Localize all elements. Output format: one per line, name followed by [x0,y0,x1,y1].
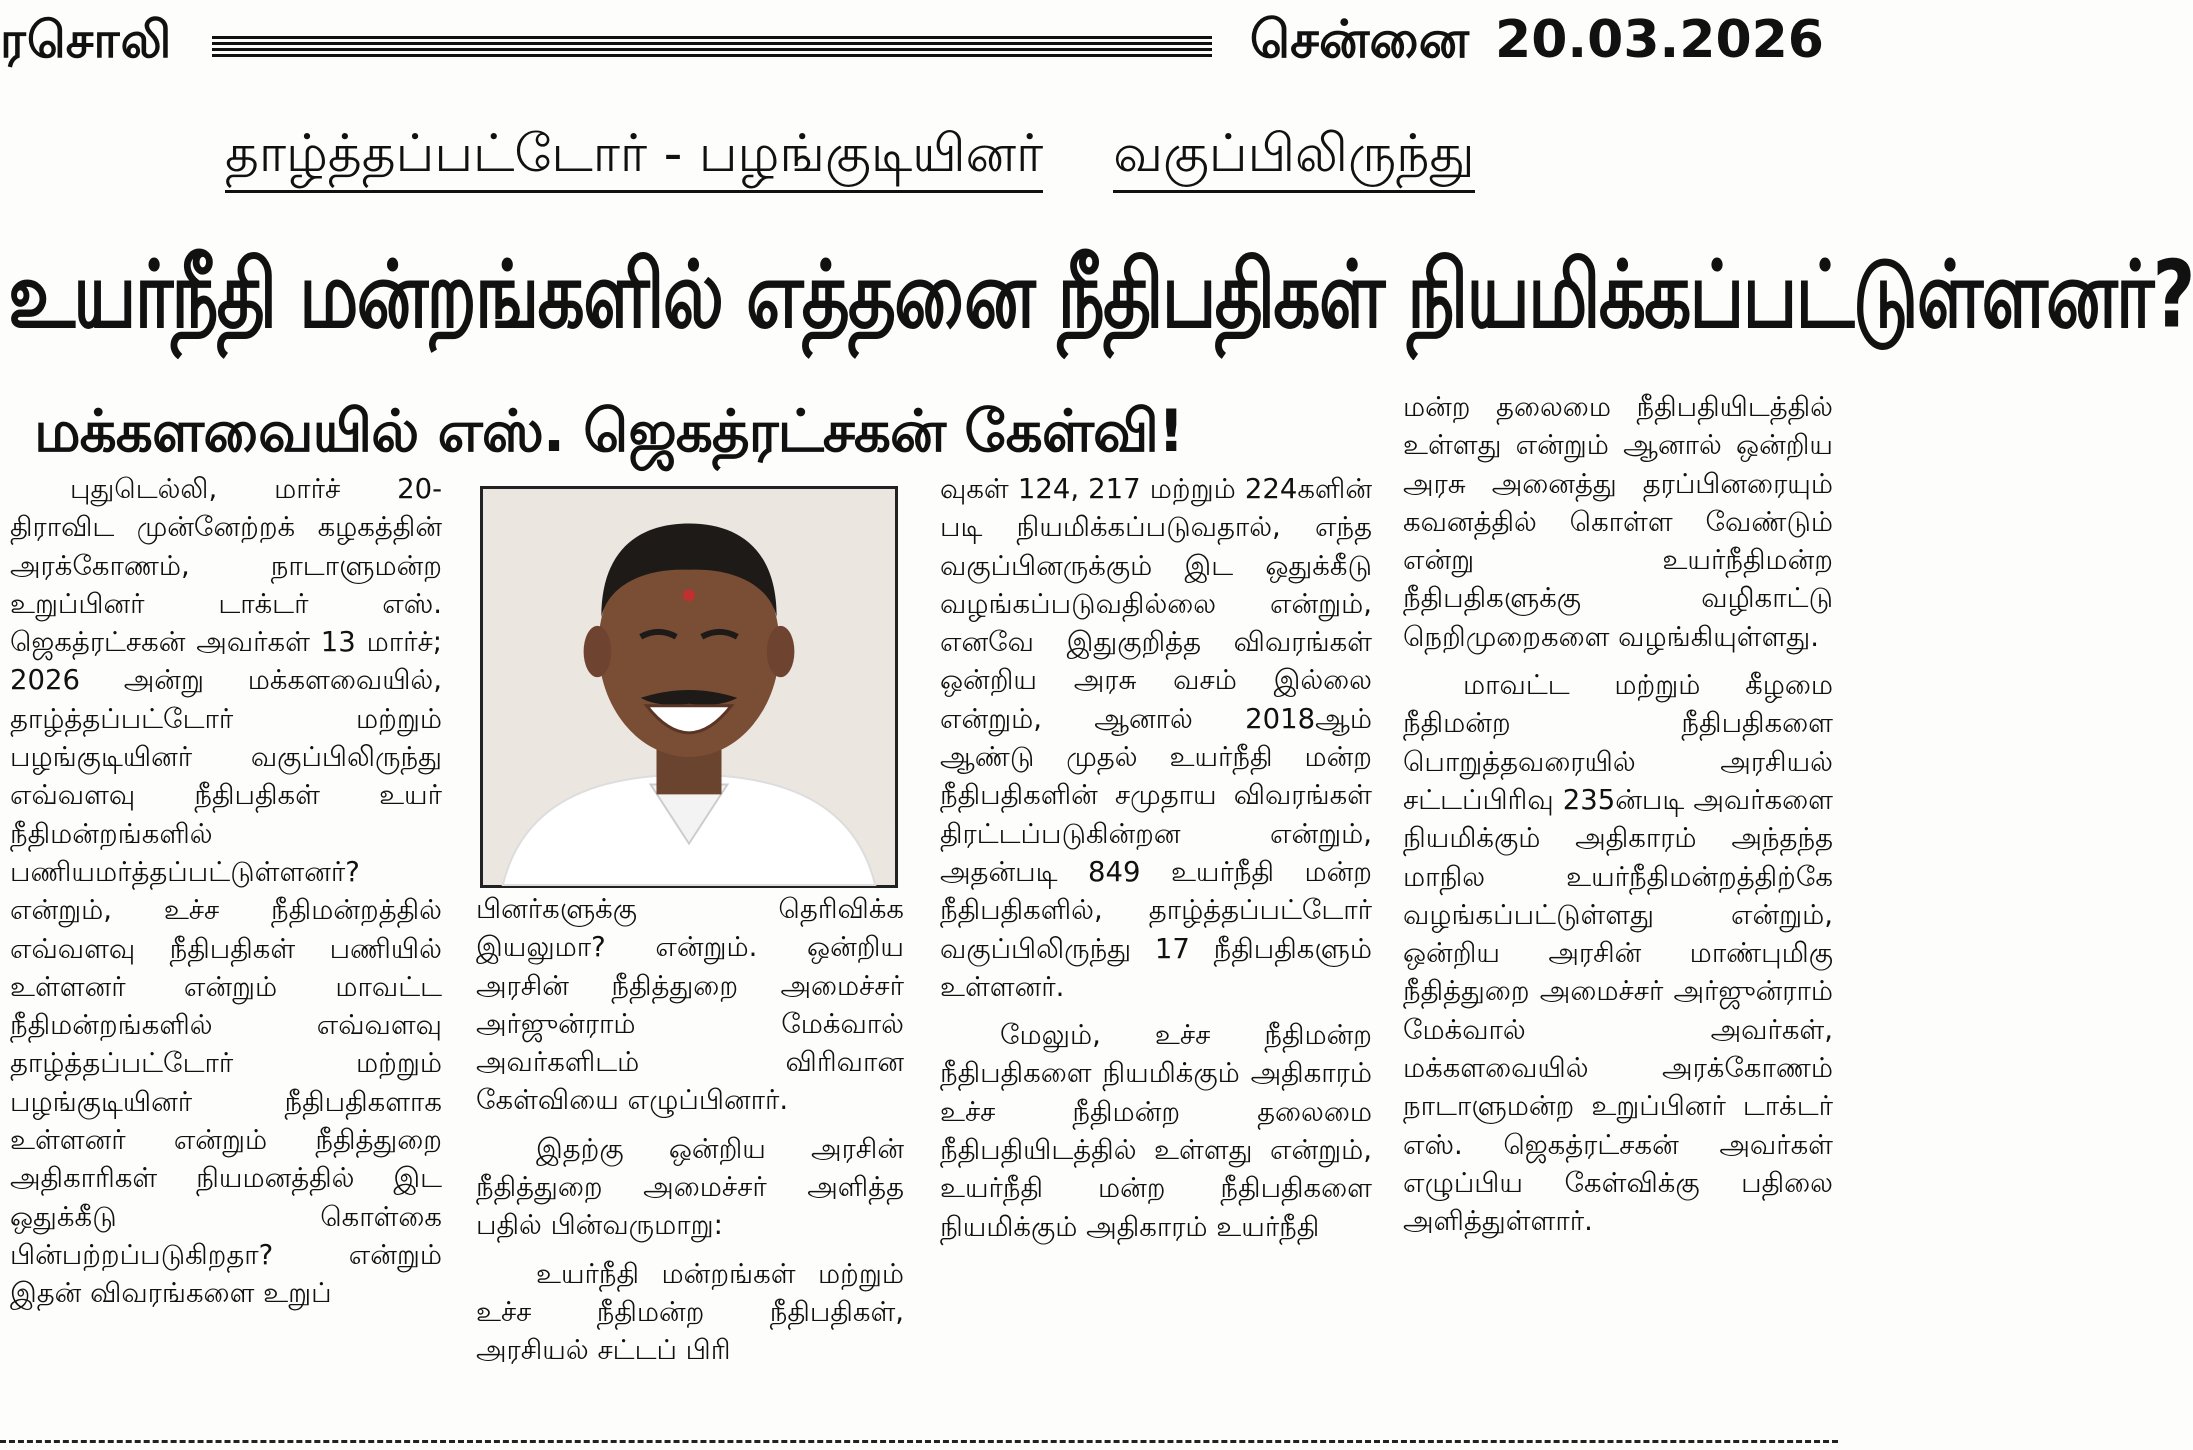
paragraph: உயர்நீதி மன்றங்கள் மற்றும் உச்ச நீதிமன்ற நீதிபதிகள், அரசியல் சட்டப் பிரி [476,1257,904,1367]
paragraph: மன்ற தலைமை நீதிபதியிடத்தில் உள்ளது என்றும் ஆனால் ஒன்றிய அரசு அனைத்து தரப்பினரையும் கவனத்தில் கொள்ள வேண்டும் என்று உயர்நீதிமன்ற நீதிபதிகளுக்கு வழிகாட்டு நெறிமுறைகளை வழங்கியுள்ளது. [1403,391,1833,653]
kicker-left: தாழ்த்தப்பட்டோர் - பழங்குடியினர் [225,118,1043,193]
dateline [1250,10,1824,70]
paragraph: இதற்கு ஒன்றிய அரசின் நீதித்துறை அமைச்சர் அளித்த பதில் பின்வருமாறு: [476,1132,904,1242]
article-column-1 [10,470,442,1313]
dateline-date: 20.03.2026 [1495,10,1824,70]
subheadline: மக்களவையில் எஸ். ஜெகத்ரட்சகன் கேள்வி! [34,397,1184,465]
bottom-rule [0,1440,1838,1443]
kicker-right: வகுப்பிலிருந்து [1113,118,1474,193]
paragraph: மேலும், உச்ச நீதிமன்ற நீதிபதிகளை நியமிக்கும் அதிகாரம் உச்ச நீதிமன்ற தலைமை நீதிபதியிடத்தில் உள்ளது என்றும், உயர்நீதி மன்ற நீதிபதிகளை நியமிக்கும் அதிகாரம் உயர்நீதி [940,1019,1372,1243]
masthead-rule [212,36,1212,58]
portrait-illustration [483,489,895,885]
paragraph: வுகள் 124, 217 மற்றும் 224களின் படி நியமிக்கப்படுவதால், எந்த வகுப்பினருக்கும் இட ஒதுக்கீடு வழங்கப்படுவதில்லை என்றும், எனவே இதுகுறித்த விவரங்கள் ஒன்றிய அரசு வசம் இல்லை என்றும், ஆனால் 2018ஆம் ஆண்டு முதல் உயர்நீதி மன்ற நீதிபதிகளின் சமுதாய விவரங்கள் திரட்டப்படுகின்றன என்றும், அதன்படி 849 உயர்நீதி மன்ற நீதிபதிகளில், தாழ்த்தப்பட்டோர் வகுப்பிலிருந்து 17 நீதிபதிகளும் உள்ளனர். [940,473,1372,1003]
article-column-2 [476,890,904,1370]
portrait-photo [480,486,898,888]
paper-name: ரசொலி [0,11,173,69]
paragraph: பினர்களுக்கு தெரிவிக்க இயலுமா? என்றும். ஒன்றிய அரசின் நீதித்துறை அமைச்சர் அர்ஜுன்ராம் மேக்வால் அவர்களிடம் விரிவான கேள்வியை எழுப்பினார். [476,893,904,1117]
article-column-4 [1403,388,1833,1241]
headline-kicker [225,118,1625,193]
article-column-3 [940,470,1372,1246]
dateline-city: சென்னை [1249,10,1470,70]
masthead [0,0,1838,90]
headline: உயர்நீதி மன்றங்களில் எத்தனை நீதிபதிகள் நியமிக்கப்பட்டுள்ளனர்? [8,241,2193,349]
paragraph: மாவட்ட மற்றும் கீழமை நீதிமன்ற நீதிபதிகளை பொறுத்தவரையில் அரசியல் சட்டப்பிரிவு 235ன்படி அவர்களை நியமிக்கும் அதிகாரம் அந்தந்த மாநில உயர்நீதிமன்றத்திற்கே வழங்கப்பட்டுள்ளது என்றும், ஒன்றிய அரசின் மாண்புமிகு நீதித்துறை அமைச்சர் அர்ஜுன்ராம் மேக்வால் அவர்கள், மக்களவையில் அரக்கோணம் நாடாளுமன்ற உறுப்பினர் டாக்டர் எஸ். ஜெகத்ரட்சகன் அவர்கள் எழுப்பிய கேள்விக்கு பதிலை அளித்துள்ளார். [1403,669,1833,1238]
paragraph: புதுடெல்லி, மார்ச் 20- திராவிட முன்னேற்றக் கழகத்தின் அரக்கோணம், நாடாளுமன்ற உறுப்பினர் டாக்டர் எஸ். ஜெகத்ரட்சகன் அவர்கள் 13 மார்ச்; 2026 அன்று மக்களவையில், தாழ்த்தப்பட்டோர் மற்றும் பழங்குடியினர் வகுப்பிலிருந்து எவ்வளவு நீதிபதிகள் உயர் நீதிமன்றங்களில் பணியமர்த்தப்பட்டுள்ளனர்? என்றும், உச்ச நீதிமன்றத்தில் எவ்வளவு நீதிபதிகள் பணியில் உள்ளனர் என்றும் மாவட்ட நீதிமன்றங்களில் எவ்வளவு தாழ்த்தப்பட்டோர் மற்றும் பழங்குடியினர் நீதிபதிகளாக உள்ளனர் என்றும் நீதித்துறை அதிகாரிகள் நியமனத்தில் இட ஒதுக்கீடு கொள்கை பின்பற்றப்படுகிறதா? என்றும் இதன் விவரங்களை உறுப் [10,473,442,1310]
